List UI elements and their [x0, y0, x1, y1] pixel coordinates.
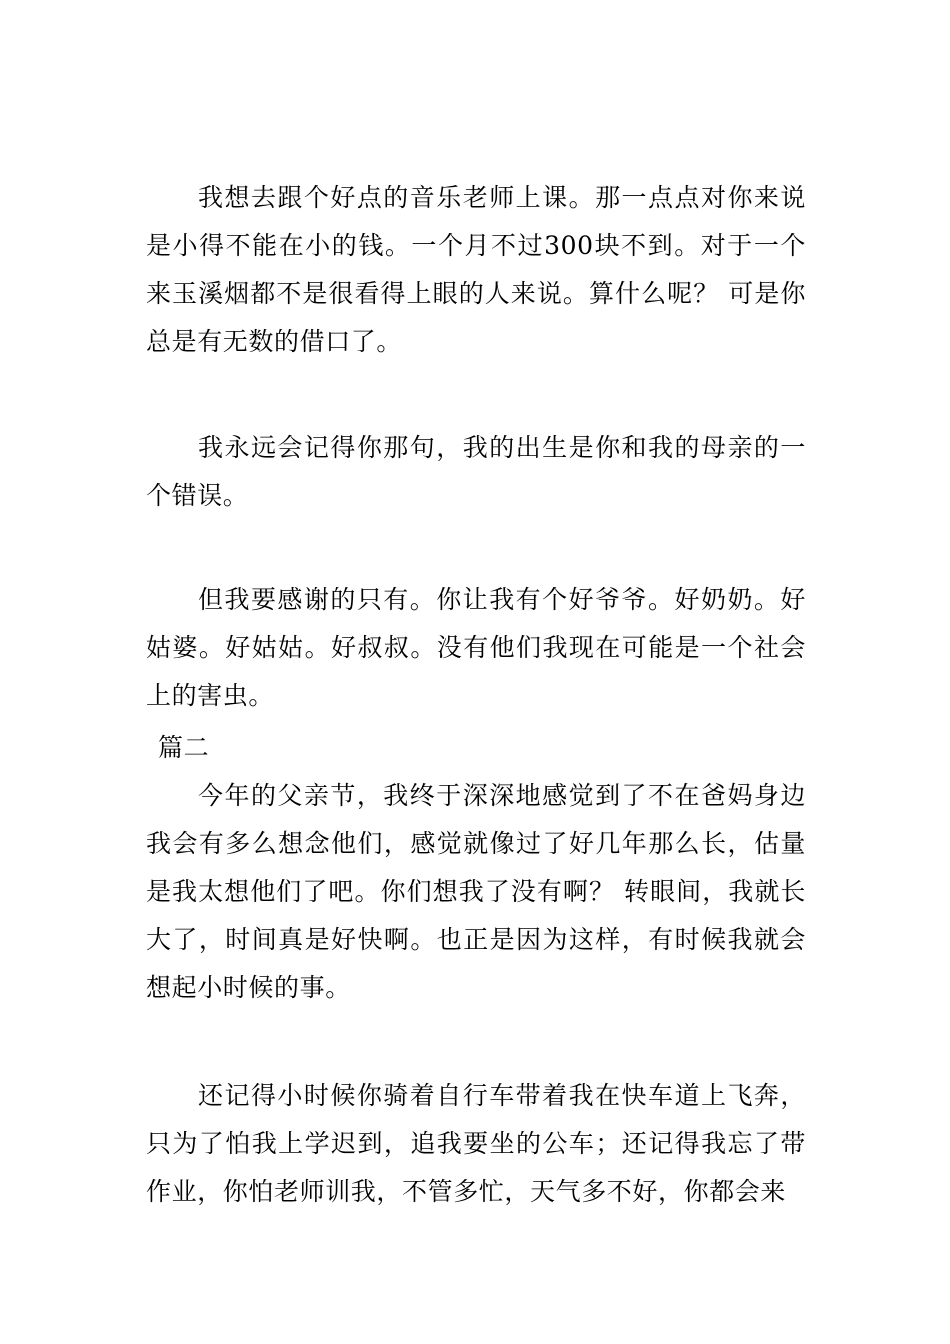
section-heading: 篇二: [158, 733, 210, 762]
paragraph-fathers-day: 今年的父亲节，我终于深深地感觉到了不在爸妈身边我会有多么想念他们，感觉就像过了好几年那么长，估量是我太想他们了吧。你们想我了没有啊？ 转眼间，我就长大了，时间真是好快啊。也正是因为这样，有时候我就会想起小时候的事。: [146, 781, 806, 1002]
paragraph-birth-mistake: 我永远会记得你那句，我的出生是你和我的母亲的一个错误。: [146, 433, 806, 510]
paragraph-childhood-memory: 还记得小时候你骑着自行车带着我在快车道上飞奔，只为了怕我上学迟到，追我要坐的公车；还记得我忘了带作业，你怕老师训我，不管多忙，天气多不好，你都会来: [146, 1081, 806, 1206]
paragraph-gratitude: 但我要感谢的只有。你让我有个好爷爷。好奶奶。好姑婆。好姑姑。好叔叔。没有他们我现在可能是一个社会上的害虫。: [146, 585, 806, 710]
paragraph-music-lessons: 我想去跟个好点的音乐老师上课。那一点点对你来说是小得不能在小的钱。一个月不过300块不到。对于一个来玉溪烟都不是很看得上眼的人来说。算什么呢？ 可是你总是有无数的借口了。: [146, 183, 806, 356]
